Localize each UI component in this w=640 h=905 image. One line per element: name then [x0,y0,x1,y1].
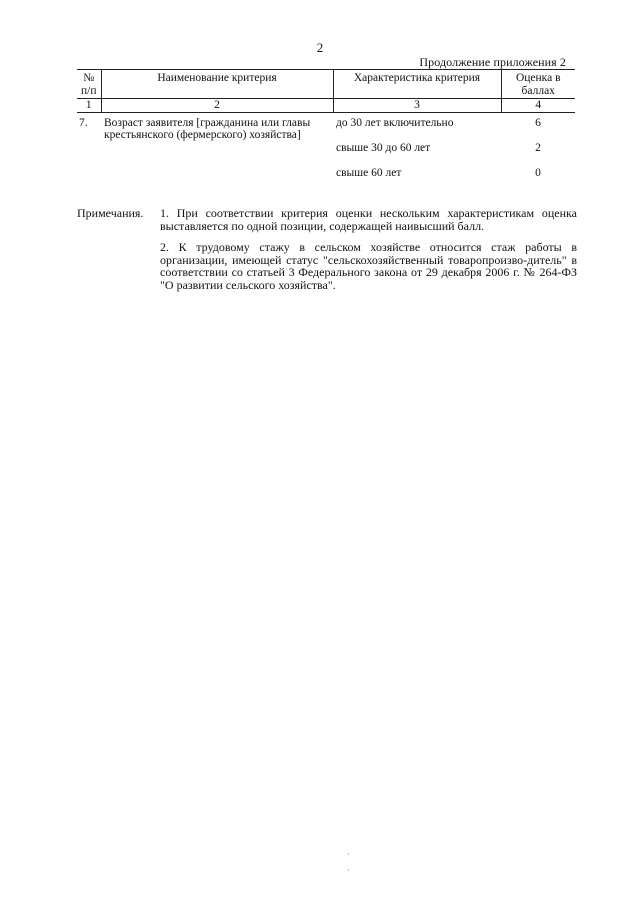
characteristic-cell: до 30 лет включительно [336,117,454,129]
appendix-continuation-label: Продолжение приложения 2 [419,55,566,69]
notes-body [160,207,577,300]
score-cell: 6 [535,117,541,129]
table-header-row [77,70,575,99]
criterion-name: Возраст заявителя [гражданина или главы крестьянского (фермерского) хозяйства] [104,117,311,141]
scan-speck: · [347,866,350,875]
column-number: 3 [333,99,501,113]
header-num: № п/п [77,70,101,99]
note-item: 2. К трудовому стажу в сельском хозяйстве относится стаж работы в организации, имеющей статус "сельскохозяйственный товаропроизво-дитель" в соответствии со статьей 3 Федерального закона от 29 декабря 2006 г. № 264-ФЗ "О развитии сельского хозяйства". [160,240,577,292]
column-number: 4 [501,99,575,113]
scan-speck: · [347,850,350,859]
characteristic-cell: свыше 60 лет [336,167,402,179]
header-criterion-name: Наименование критерия [101,70,333,99]
score-cell: 0 [535,167,541,179]
row-number: 7. [79,117,88,129]
column-number: 1 [77,99,101,113]
header-characteristic: Характеристика критерия [333,70,501,99]
notes-label: Примечания. [77,206,144,220]
criteria-table [77,69,575,179]
characteristic-cell: свыше 30 до 60 лет [336,142,431,154]
note-item: 1. При соответствии критерия оценки нескольким характеристикам оценка выставляется по одной позиции, содержащей наивысший балл. [160,206,577,233]
score-cell: 2 [535,142,541,154]
column-number: 2 [101,99,333,113]
table-row [77,113,575,130]
header-score: Оценка в баллах [501,70,575,99]
column-number-row [77,99,575,113]
page-number: 2 [316,40,324,55]
